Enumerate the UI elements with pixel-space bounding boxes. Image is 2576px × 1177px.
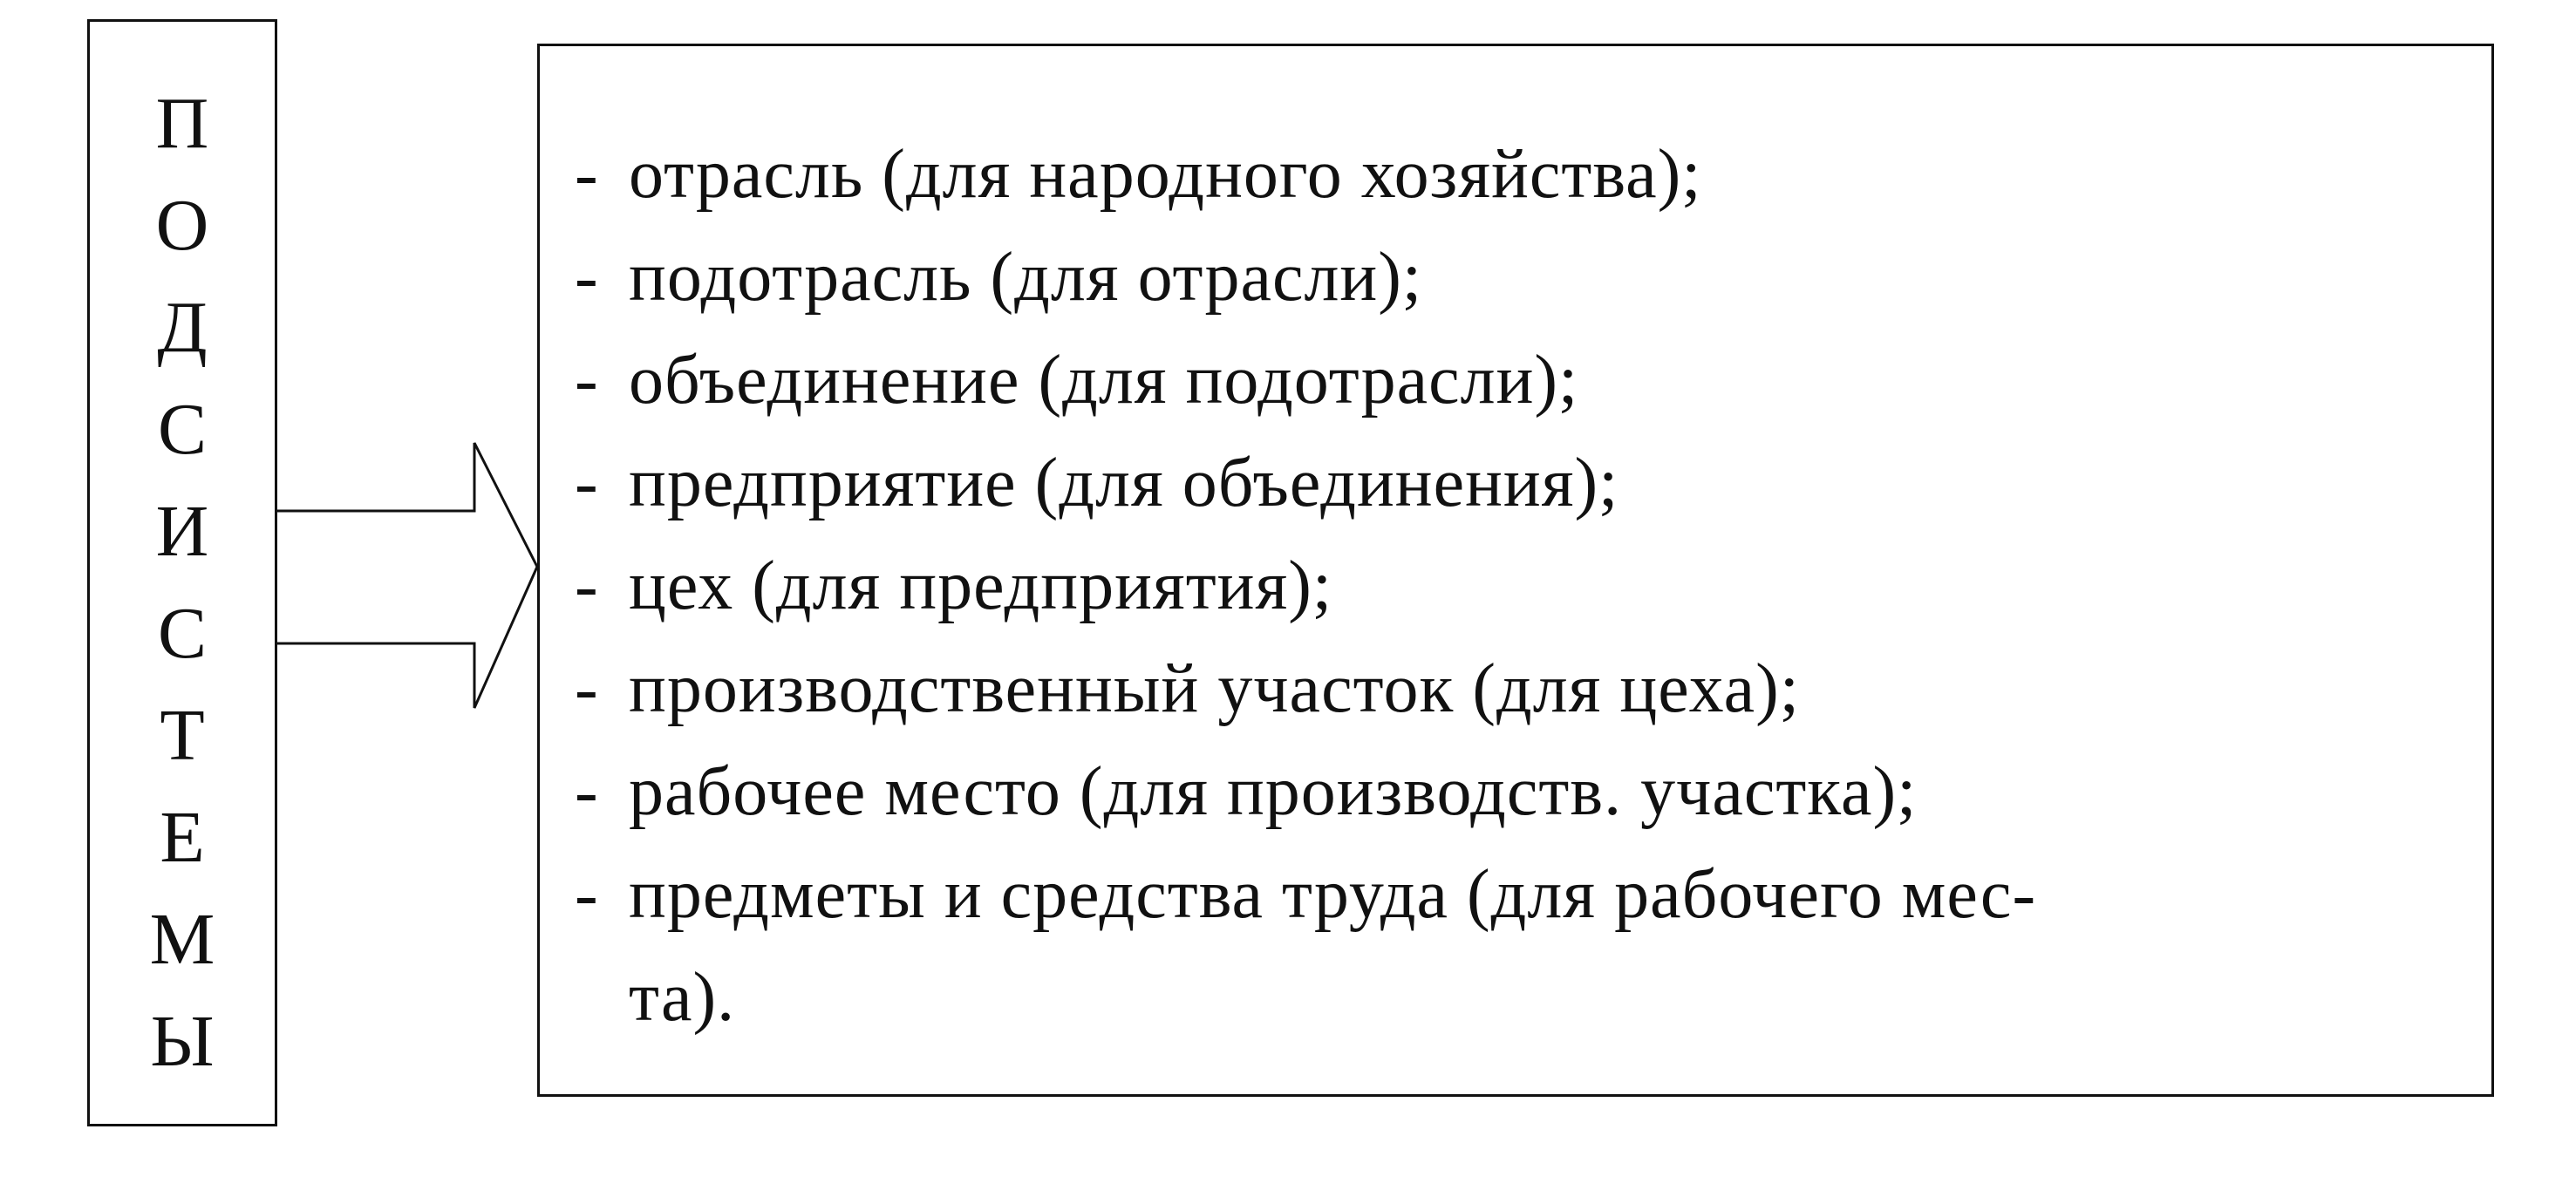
dash-marker: - [575, 548, 599, 624]
hierarchy-levels-box [537, 44, 2494, 1097]
list-item [575, 637, 2474, 740]
list-item [575, 432, 2474, 534]
list-item-continuation: та). [629, 959, 736, 1036]
list-item-text: отрасль (для народного хозяйства); [629, 136, 1702, 213]
subsystems-letter: Т [160, 695, 205, 776]
list-item [575, 740, 2474, 843]
list-item [575, 534, 2474, 637]
subsystems-letter: И [155, 491, 209, 572]
list-item-text: предметы и средства труда (для рабочего мес- [629, 856, 2037, 933]
list-item-text: производственный участок (для цеха); [629, 650, 1800, 727]
subsystems-letter: П [155, 83, 209, 164]
subsystems-letter: С [157, 389, 208, 470]
subsystems-letter: С [157, 593, 208, 674]
list-item-text: цех (для предприятия); [629, 548, 1333, 624]
list-item [575, 329, 2474, 432]
list-item [575, 843, 2474, 1049]
dash-marker: - [575, 136, 599, 213]
subsystems-letter: М [149, 899, 215, 980]
subsystems-letter: Е [160, 797, 205, 878]
list-item [575, 226, 2474, 329]
subsystems-letter: Ы [150, 1001, 215, 1082]
list-item-text: предприятие (для объединения); [629, 445, 1619, 521]
subsystems-letter: О [155, 185, 209, 266]
list-item-text: рабочее место (для производств. участка); [629, 753, 1918, 830]
dash-marker: - [575, 650, 599, 727]
list-item [575, 123, 2474, 226]
dash-marker: - [575, 753, 599, 830]
dash-marker: - [575, 239, 599, 316]
dash-marker: - [575, 445, 599, 521]
hierarchy-levels-list [575, 123, 2474, 1049]
subsystems-letter: Д [157, 287, 208, 368]
dash-marker: - [575, 342, 599, 418]
dash-marker: - [575, 856, 599, 933]
list-item-text: подотрасль (для отрасли); [629, 239, 1423, 316]
block-arrow-outline [277, 443, 537, 708]
list-item-text: объединение (для подотрасли); [629, 342, 1579, 418]
